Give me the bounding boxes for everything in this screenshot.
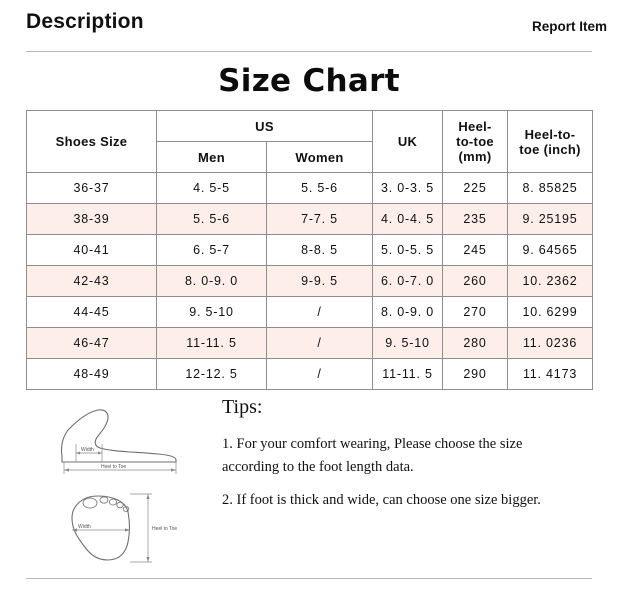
table-header-row-1 [27, 111, 593, 142]
header-uk: UK [373, 111, 443, 173]
cell-shoes-size: 48-49 [27, 359, 157, 390]
foot-top-view-icon [56, 486, 186, 566]
header-heel-to-toe-mm [443, 111, 508, 173]
table-row [27, 235, 593, 266]
page-title: Description [26, 10, 144, 33]
cell-women: / [267, 328, 373, 359]
table-row [27, 328, 593, 359]
tips-section [222, 396, 582, 522]
cell-heel-to-toe-inch: 11. 4173 [508, 359, 593, 390]
cell-shoes-size: 38-39 [27, 204, 157, 235]
header-us: US [157, 111, 373, 142]
header-women: Women [267, 142, 373, 173]
side-view-width-label: Width [81, 447, 94, 453]
header-mm-line2: to-toe [456, 134, 494, 149]
cell-women: / [267, 359, 373, 390]
table-row [27, 266, 593, 297]
cell-heel-to-toe-mm: 225 [443, 173, 508, 204]
header-heel-to-toe-inch [508, 111, 593, 173]
cell-uk: 3. 0-3. 5 [373, 173, 443, 204]
report-item-link[interactable]: Report Item [531, 19, 607, 34]
header-men: Men [157, 142, 267, 173]
foot-side-view-diagram [54, 404, 184, 483]
size-chart-body [27, 173, 593, 390]
cell-heel-to-toe-inch: 9. 25195 [508, 204, 593, 235]
cell-men: 4. 5-5 [157, 173, 267, 204]
cell-shoes-size: 42-43 [27, 266, 157, 297]
foot-measurement-diagrams [26, 390, 222, 578]
cell-uk: 4. 0-4. 5 [373, 204, 443, 235]
cell-women: 7-7. 5 [267, 204, 373, 235]
size-chart-panel [26, 51, 592, 579]
cell-heel-to-toe-mm: 260 [443, 266, 508, 297]
size-chart-table [26, 110, 593, 390]
cell-women: / [267, 297, 373, 328]
cell-uk: 5. 0-5. 5 [373, 235, 443, 266]
cell-heel-to-toe-mm: 245 [443, 235, 508, 266]
tips-title: Tips: [222, 396, 263, 418]
page-header [0, 0, 619, 50]
table-row [27, 359, 593, 390]
header-mm-line1: Heel- [458, 119, 492, 134]
foot-side-view-icon [54, 404, 184, 478]
tip-line-1: 1. For your comfort wearing, Please choose the size according to the foot length data. [222, 436, 523, 475]
cell-women: 9-9. 5 [267, 266, 373, 297]
cell-men: 11-11. 5 [157, 328, 267, 359]
cell-men: 5. 5-6 [157, 204, 267, 235]
top-view-width-label: Width [78, 524, 91, 530]
top-view-length-label: Heel to Toe [152, 526, 178, 532]
size-chart-title: Size Chart [218, 63, 400, 99]
cell-men: 6. 5-7 [157, 235, 267, 266]
cell-shoes-size: 46-47 [27, 328, 157, 359]
cell-heel-to-toe-mm: 280 [443, 328, 508, 359]
cell-heel-to-toe-mm: 235 [443, 204, 508, 235]
cell-men: 8. 0-9. 0 [157, 266, 267, 297]
cell-men: 9. 5-10 [157, 297, 267, 328]
side-view-length-label: Heel to Toe [101, 464, 127, 470]
cell-heel-to-toe-inch: 10. 6299 [508, 297, 593, 328]
table-row [27, 173, 593, 204]
cell-heel-to-toe-inch: 8. 85825 [508, 173, 593, 204]
cell-shoes-size: 40-41 [27, 235, 157, 266]
cell-heel-to-toe-mm: 290 [443, 359, 508, 390]
cell-uk: 8. 0-9. 0 [373, 297, 443, 328]
table-row [27, 297, 593, 328]
table-row [27, 204, 593, 235]
foot-top-view-diagram [56, 486, 186, 571]
cell-uk: 9. 5-10 [373, 328, 443, 359]
header-inch-line1: Heel-to- [524, 126, 576, 142]
cell-heel-to-toe-inch: 11. 0236 [508, 328, 593, 359]
header-mm-line3: (mm) [458, 149, 492, 164]
tip-line-2: 2. If foot is thick and wide, can choose one size bigger. [222, 492, 541, 508]
cell-women: 5. 5-6 [267, 173, 373, 204]
cell-shoes-size: 36-37 [27, 173, 157, 204]
cell-uk: 6. 0-7. 0 [373, 266, 443, 297]
header-inch-line2: toe (inch) [519, 141, 581, 157]
cell-heel-to-toe-inch: 10. 2362 [508, 266, 593, 297]
cell-women: 8-8. 5 [267, 235, 373, 266]
cell-men: 12-12. 5 [157, 359, 267, 390]
chart-footer [26, 390, 592, 578]
header-shoes-size: Shoes Size [27, 111, 157, 173]
cell-uk: 11-11. 5 [373, 359, 443, 390]
cell-heel-to-toe-mm: 270 [443, 297, 508, 328]
cell-heel-to-toe-inch: 9. 64565 [508, 235, 593, 266]
cell-shoes-size: 44-45 [27, 297, 157, 328]
